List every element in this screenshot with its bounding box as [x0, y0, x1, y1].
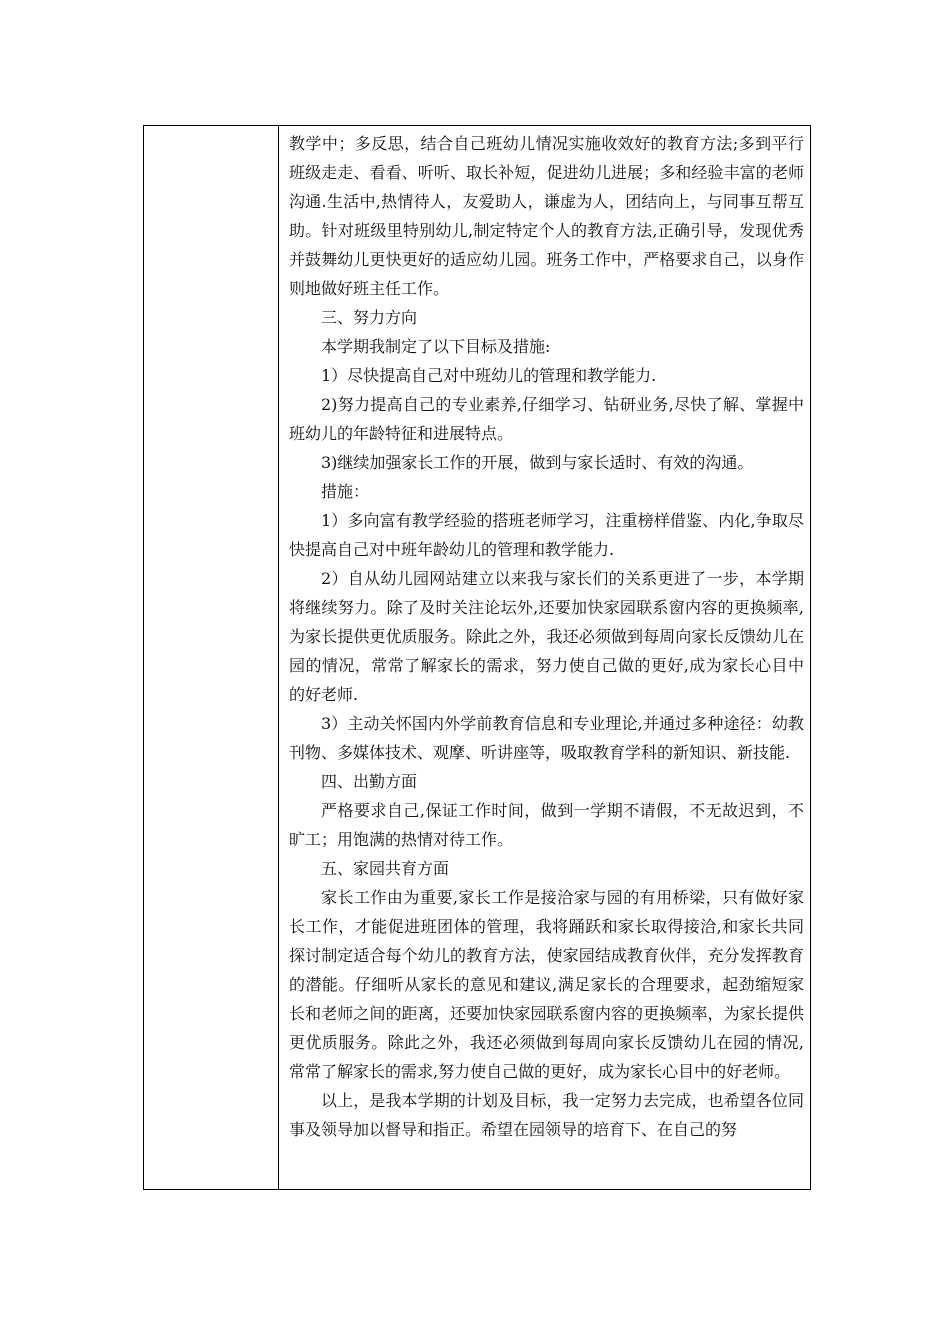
paragraph-3: 1）尽快提高自己对中班幼儿的管理和教学能力. — [321, 366, 657, 385]
paragraph-6: 措施： — [321, 482, 370, 501]
paragraph-8: 2）自从幼儿园网站建立以来我与家长们的关系更进了一步，本学期将继续努力。除了及时关注论坛外,还要加快家园联系窗内容的更换频率,为家长提供更优质服务。除此之外，我还必须做到每周向家长反馈幼儿在园的情况，常常了解家长的需求，努力使自己做的更好,成为家长心目中的好老师. — [289, 569, 804, 704]
document-body — [280, 126, 810, 1144]
document-table — [143, 125, 811, 1190]
table-left-cell — [144, 126, 279, 1189]
paragraph-9: 3）主动关怀国内外学前教育信息和专业理论,并通过多种途径：幼教刊物、多媒体技术、观摩、听讲座等，吸取教育学科的新知识、新技能. — [289, 714, 804, 762]
paragraph-0: 教学中；多反思，结合自己班幼儿情况实施收效好的教育方法;多到平行班级走走、看看、听听、取长补短，促进幼儿进展；多和经验丰富的老师沟通.生活中,热情待人，友爱助人，谦虚为人，团结向上，与同事互帮互助。针对班级里特别幼儿,制定特定个人的教育方法,正确引导，发现优秀并鼓舞幼儿更快更好的适应幼儿园。班务工作中，严格要求自己，以身作则地做好班主任工作。 — [289, 134, 804, 298]
table-right-cell — [280, 126, 810, 1189]
paragraph-2: 本学期我制定了以下目标及措施: — [321, 337, 551, 356]
paragraph-7: 1）多向富有教学经验的搭班老师学习，注重榜样借鉴、内化,争取尽快提高自己对中班年龄幼儿的管理和教学能力. — [289, 511, 804, 559]
paragraph-5: 3)继续加强家长工作的开展，做到与家长适时、有效的沟通。 — [321, 453, 754, 472]
paragraph-11: 严格要求自己,保证工作时间，做到一学期不请假，不无故迟到，不旷工；用饱满的热情对待工作。 — [289, 801, 804, 849]
section-heading-5: 五、家园共育方面 — [321, 859, 450, 878]
paragraph-13: 家长工作由为重要,家长工作是接洽家与园的有用桥梁，只有做好家长工作，才能促进班团体的管理，我将踊跃和家长取得接洽,和家长共同探讨制定适合每个幼儿的教育方法，使家园结成教育伙伴，充分发挥教育的潜能。仔细听从家长的意见和建议,满足家长的合理要求，起劲缩短家长和老师之间的距离，还要加快家园联系窗内容的更换频率，为家长提供更优质服务。除此之外，我还必须做到每周向家长反馈幼儿在园的情况,常常了解家长的需求,努力使自己做的更好，成为家长心目中的好老师。 — [289, 888, 804, 1081]
paragraph-4: 2)努力提高自己的专业素养,仔细学习、钻研业务,尽快了解、掌握中班幼儿的年龄特征和进展特点。 — [289, 395, 804, 443]
section-heading-4: 四、出勤方面 — [321, 772, 418, 791]
section-heading-3: 三、努力方向 — [321, 308, 418, 327]
paragraph-14: 以上，是我本学期的计划及目标，我一定努力去完成，也希望各位同事及领导加以督导和指正。希望在园领导的培育下、在自己的努 — [289, 1091, 804, 1139]
